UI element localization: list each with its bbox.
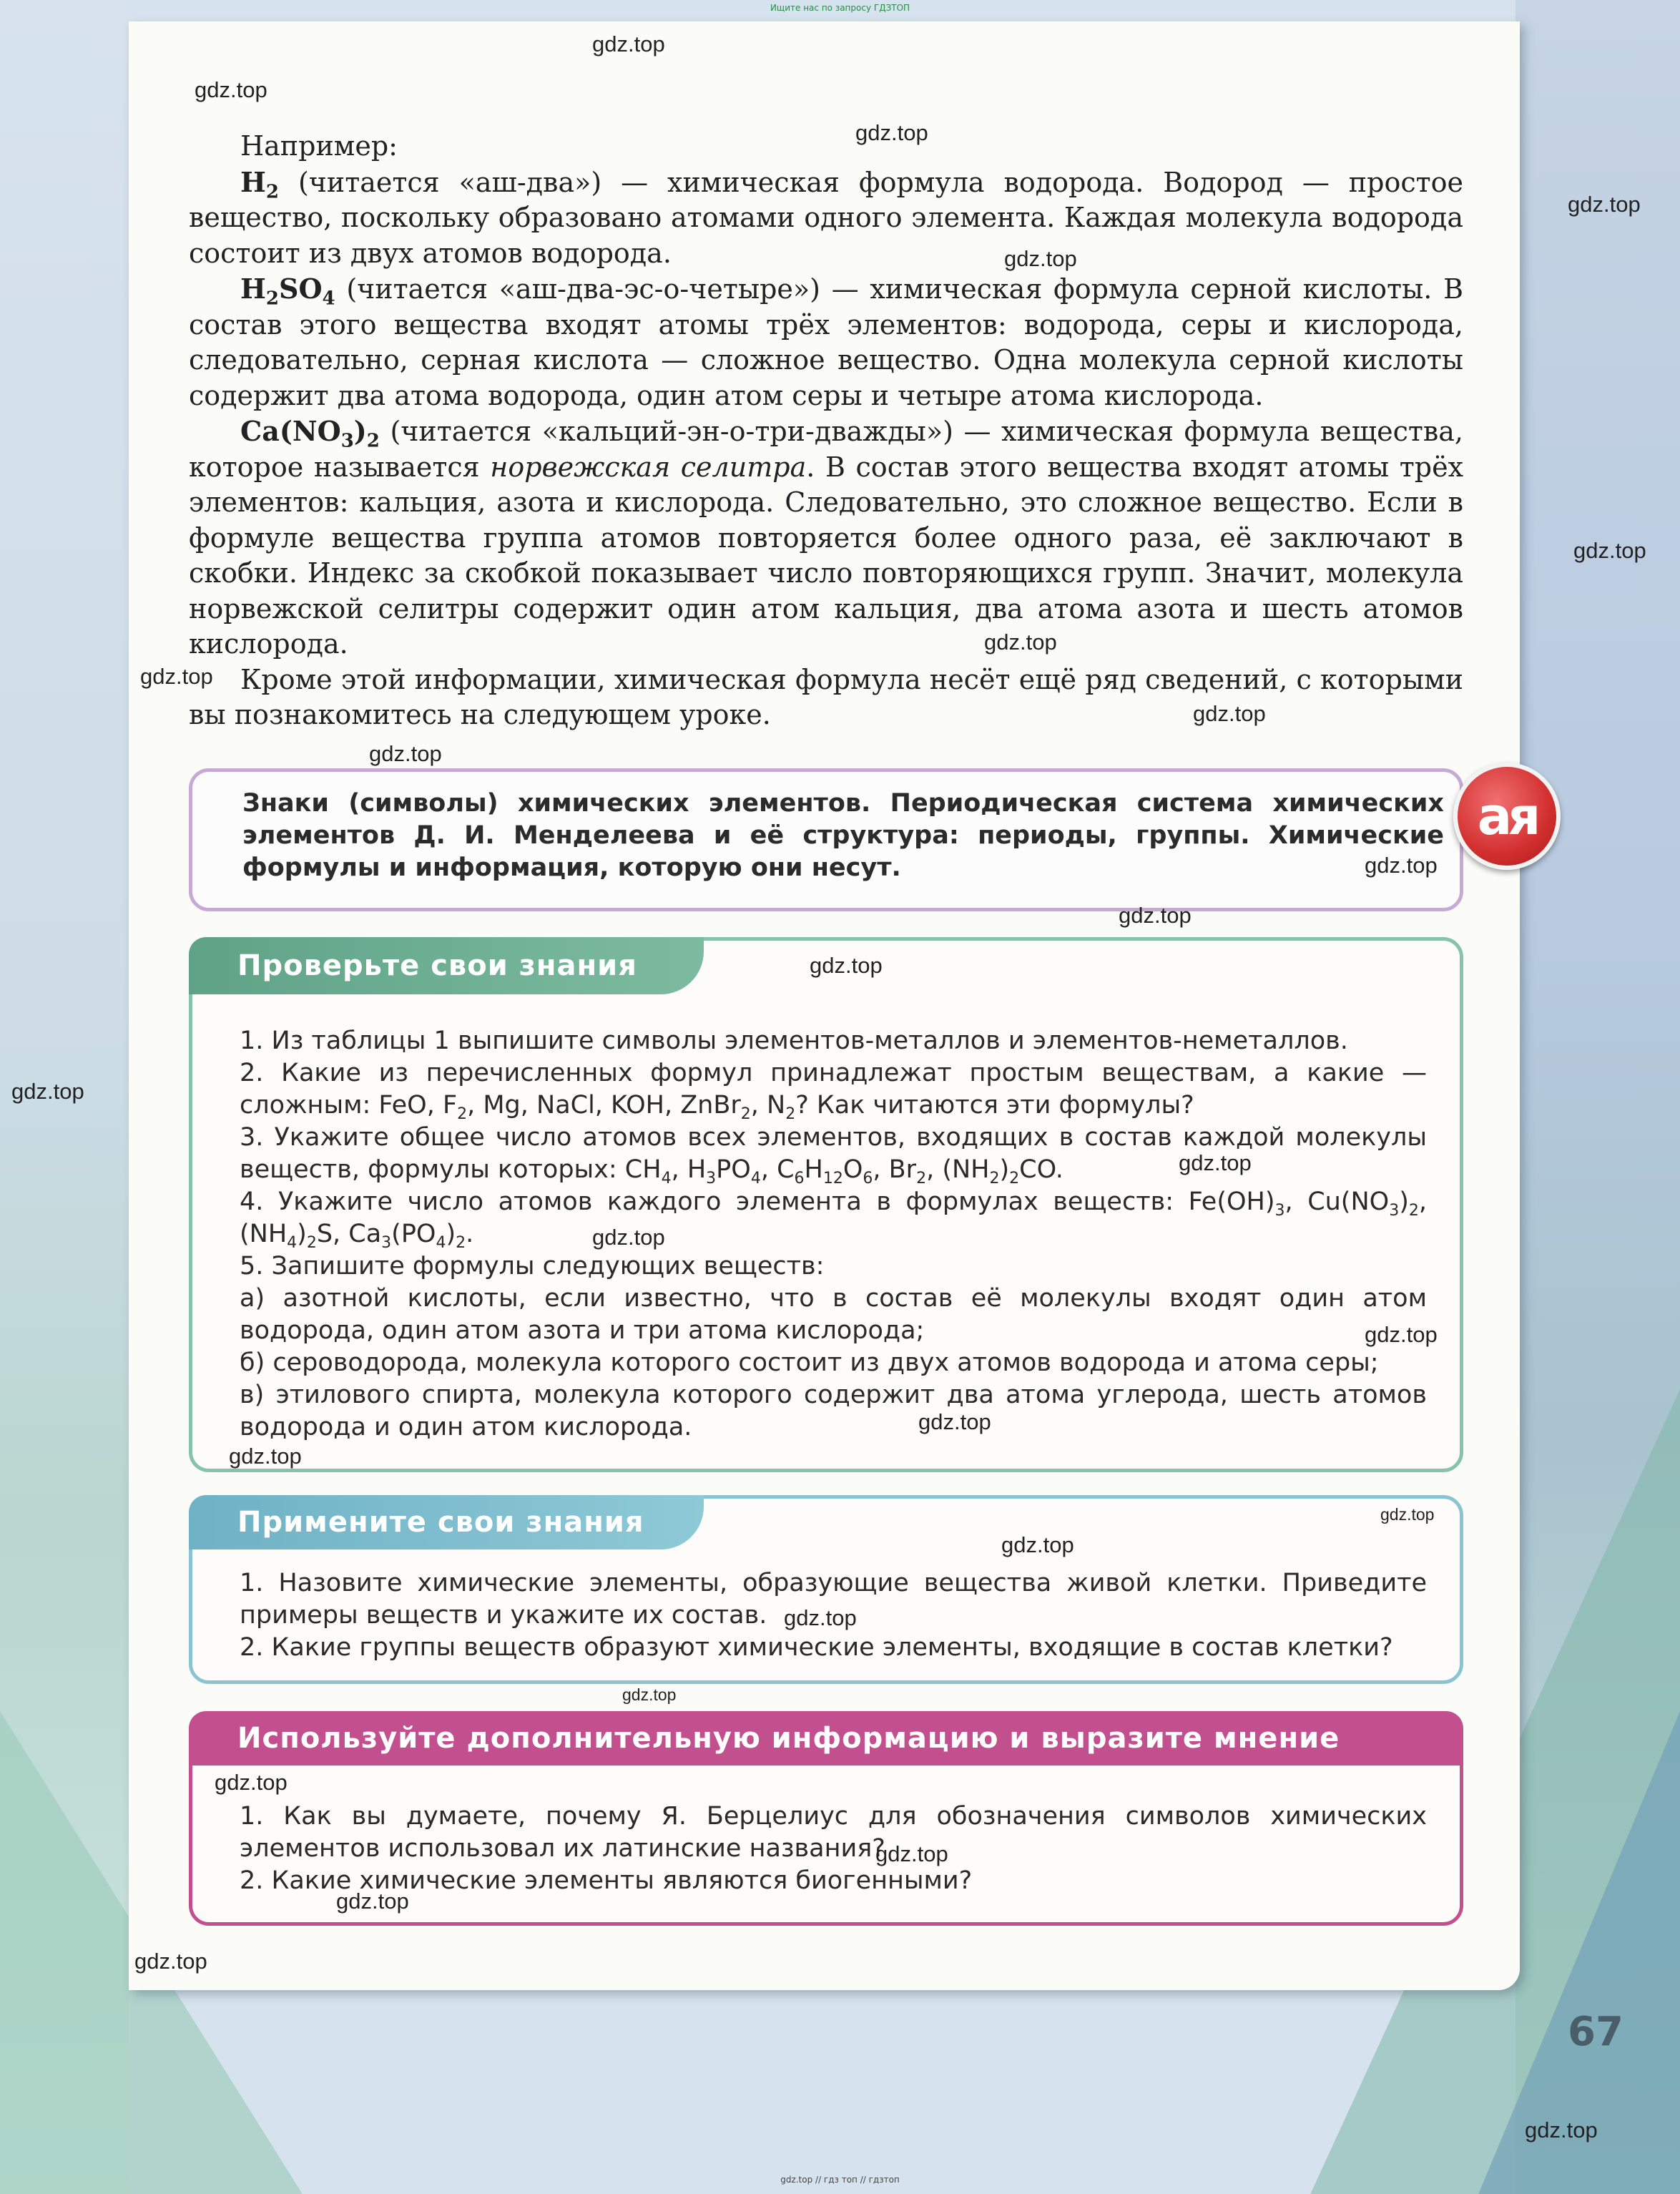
page-number: 67: [1568, 2009, 1623, 2055]
watermark: gdz.top: [1365, 1322, 1438, 1347]
watermark: gdz.top: [918, 1409, 991, 1434]
question: 3. Укажите общее число атомов всех элементов, входящих в состав каждой молекулы веществ, формулы которых: $CH_4$, $H_3PO_4$, $C_6H_{12}O_6$, $Br_2$, $(NH_2)_2CO$.: [240, 1123, 1427, 1187]
watermark: gdz.top: [1179, 1150, 1252, 1175]
watermark: gdz.top: [1525, 2117, 1598, 2142]
paragraph-text: (читается «аш-два-эс-о-четыре») — химическая формула серной кислоты. В состав этого вещества входят атомы трёх элементов: водорода, серы и кислорода, следовательно, серная кислота — сложное вещество. Одна молекула серной кислоты содержит два атома водорода, один атом серы и четыре атома кислорода.: [189, 273, 1463, 411]
watermark: gdz.top: [1365, 853, 1438, 878]
additional-info-title: Используйте дополнительную информацию и выразите мнение: [189, 1711, 1463, 1766]
paragraph-text: (читается «аш-два») — химическая формула водорода. Водород — простое вещество, поскольку образовано атомами одного элемента. Каждая молекула водорода состоит из двух атомов водорода.: [189, 166, 1463, 269]
apply-knowledge-box: [189, 1495, 1463, 1684]
paragraph-conclusion: Кроме этой информации, химическая формула несёт ещё ряд сведений, с которыми вы познакомитесь на следующем уроке.: [189, 663, 1463, 730]
question: 1. Как вы думаете, почему Я. Берцелиус для обозначения символов химических элементов использовал их латинские названия?: [240, 1802, 1427, 1863]
additional-questions: [240, 1801, 1427, 1897]
watermark: gdz.top: [984, 630, 1057, 655]
check-knowledge-box: [189, 937, 1463, 1472]
watermark: gdz.top: [810, 953, 883, 978]
question: 2. Какие группы веществ образуют химические элементы, входящие в состав клетки?: [240, 1633, 1393, 1662]
watermark: gdz.top: [1004, 246, 1077, 271]
watermark: gdz.top: [229, 1444, 302, 1469]
watermark: gdz.top: [622, 1685, 677, 1704]
watermark: gdz.top: [1119, 903, 1192, 928]
watermark: gdz.top: [140, 664, 213, 689]
watermark: gdz.top: [11, 1079, 84, 1104]
watermark: gdz.top: [1001, 1532, 1074, 1557]
question: 1. Из таблицы 1 выпишите символы элементов-металлов и элементов-неметаллов.: [240, 1027, 1348, 1055]
check-knowledge-title: Проверьте свои знания: [189, 937, 704, 994]
watermark: gdz.top: [784, 1605, 857, 1630]
watermark: gdz.top: [134, 1949, 207, 1974]
watermark: gdz.top: [336, 1889, 409, 1914]
watermark: gdz.top: [1380, 1505, 1435, 1524]
header-note: Ищите нас по запросу ГДЗТОП: [770, 3, 910, 13]
watermark: gdz.top: [1193, 701, 1266, 726]
summary-box: [189, 768, 1463, 911]
apply-knowledge-title: Примените свои знания: [189, 1495, 704, 1549]
body-text: [189, 129, 1463, 733]
question: 4. Укажите число атомов каждого элемента в формулах веществ: $Fe(OH)_3$, $Cu(NO_3)_2$, $(NH_4)_2S$, $Ca_3(PO_4)_2$.: [240, 1187, 1427, 1252]
watermark: gdz.top: [875, 1841, 948, 1866]
italic-term: норвежская селитра: [490, 451, 807, 483]
question: 2. Какие из перечисленных формул принадлежат простым веществам, а какие — сложным: FeO, $F_2$, Mg, NaCl, KOH, ZnBr$_2$, $N_2$? Как читаются эти формулы?: [240, 1059, 1427, 1123]
summary-text: Знаки (символы) химических элементов. Периодическая система химических элементов Д. И. Менделеева и её структура: периоды, группы. Химические формулы и информация, которую они несут.: [242, 789, 1444, 882]
watermark: gdz.top: [215, 1770, 288, 1795]
paragraph-text: (читается «кальций-эн-о-три-дважды») — химическая формула вещества, которое называется: [189, 416, 1463, 483]
watermark: gdz.top: [369, 741, 442, 766]
paragraph-h2so4: [189, 271, 1463, 413]
paragraph-text: . В состав этого вещества входят атомы трёх элементов: кальция, азота и кислорода. Следовательно, это сложное вещество. Если в формуле вещества группа атомов повторяется более одного раза, её заключают в скобки. Индекс за скобкой показывает число повторяющихся групп. Значит, молекула норвежской селитры содержит один атом кальция, два атома азота и шесть атомов кислорода.: [189, 451, 1464, 660]
question: 1. Назовите химические элементы, образующие вещества живой клетки. Приведите примеры веществ и укажите их состав.: [240, 1569, 1427, 1630]
watermark: gdz.top: [855, 120, 928, 145]
formula-h2: $H_2$: [240, 165, 279, 203]
formula-h2so4: $H_2SO_4$: [240, 273, 335, 310]
question: 2. Какие химические элементы являются биогенными?: [240, 1866, 973, 1895]
intro-line: Например:: [240, 130, 398, 162]
watermark: gdz.top: [592, 1225, 665, 1250]
watermark: gdz.top: [195, 77, 267, 102]
formula-cano3: $Ca(NO_3)_2$: [240, 415, 380, 452]
footer-note: gdz.top // гдз топ // гдзтоп: [780, 2175, 900, 2185]
sub-question: в) этилового спирта, молекула которого содержит два атома углерода, шесть атомов водорода и один атом кислорода.: [240, 1381, 1427, 1441]
watermark: gdz.top: [1568, 192, 1641, 217]
sub-question: а) азотной кислоты, если известно, что в состав её молекулы входят один атом водорода, один атом азота и три атома кислорода;: [240, 1284, 1427, 1345]
check-questions: [240, 1025, 1427, 1444]
paragraph-cano3: [189, 413, 1463, 662]
brand-logo-icon: ая: [1453, 763, 1561, 870]
sub-question: б) сероводорода, молекула которого состоит из двух атомов водорода и атома серы;: [240, 1348, 1379, 1377]
watermark: gdz.top: [1573, 538, 1646, 563]
watermark: gdz.top: [592, 31, 665, 57]
paragraph-h2: [189, 165, 1463, 272]
question: 5. Запишите формулы следующих веществ:: [240, 1252, 825, 1280]
